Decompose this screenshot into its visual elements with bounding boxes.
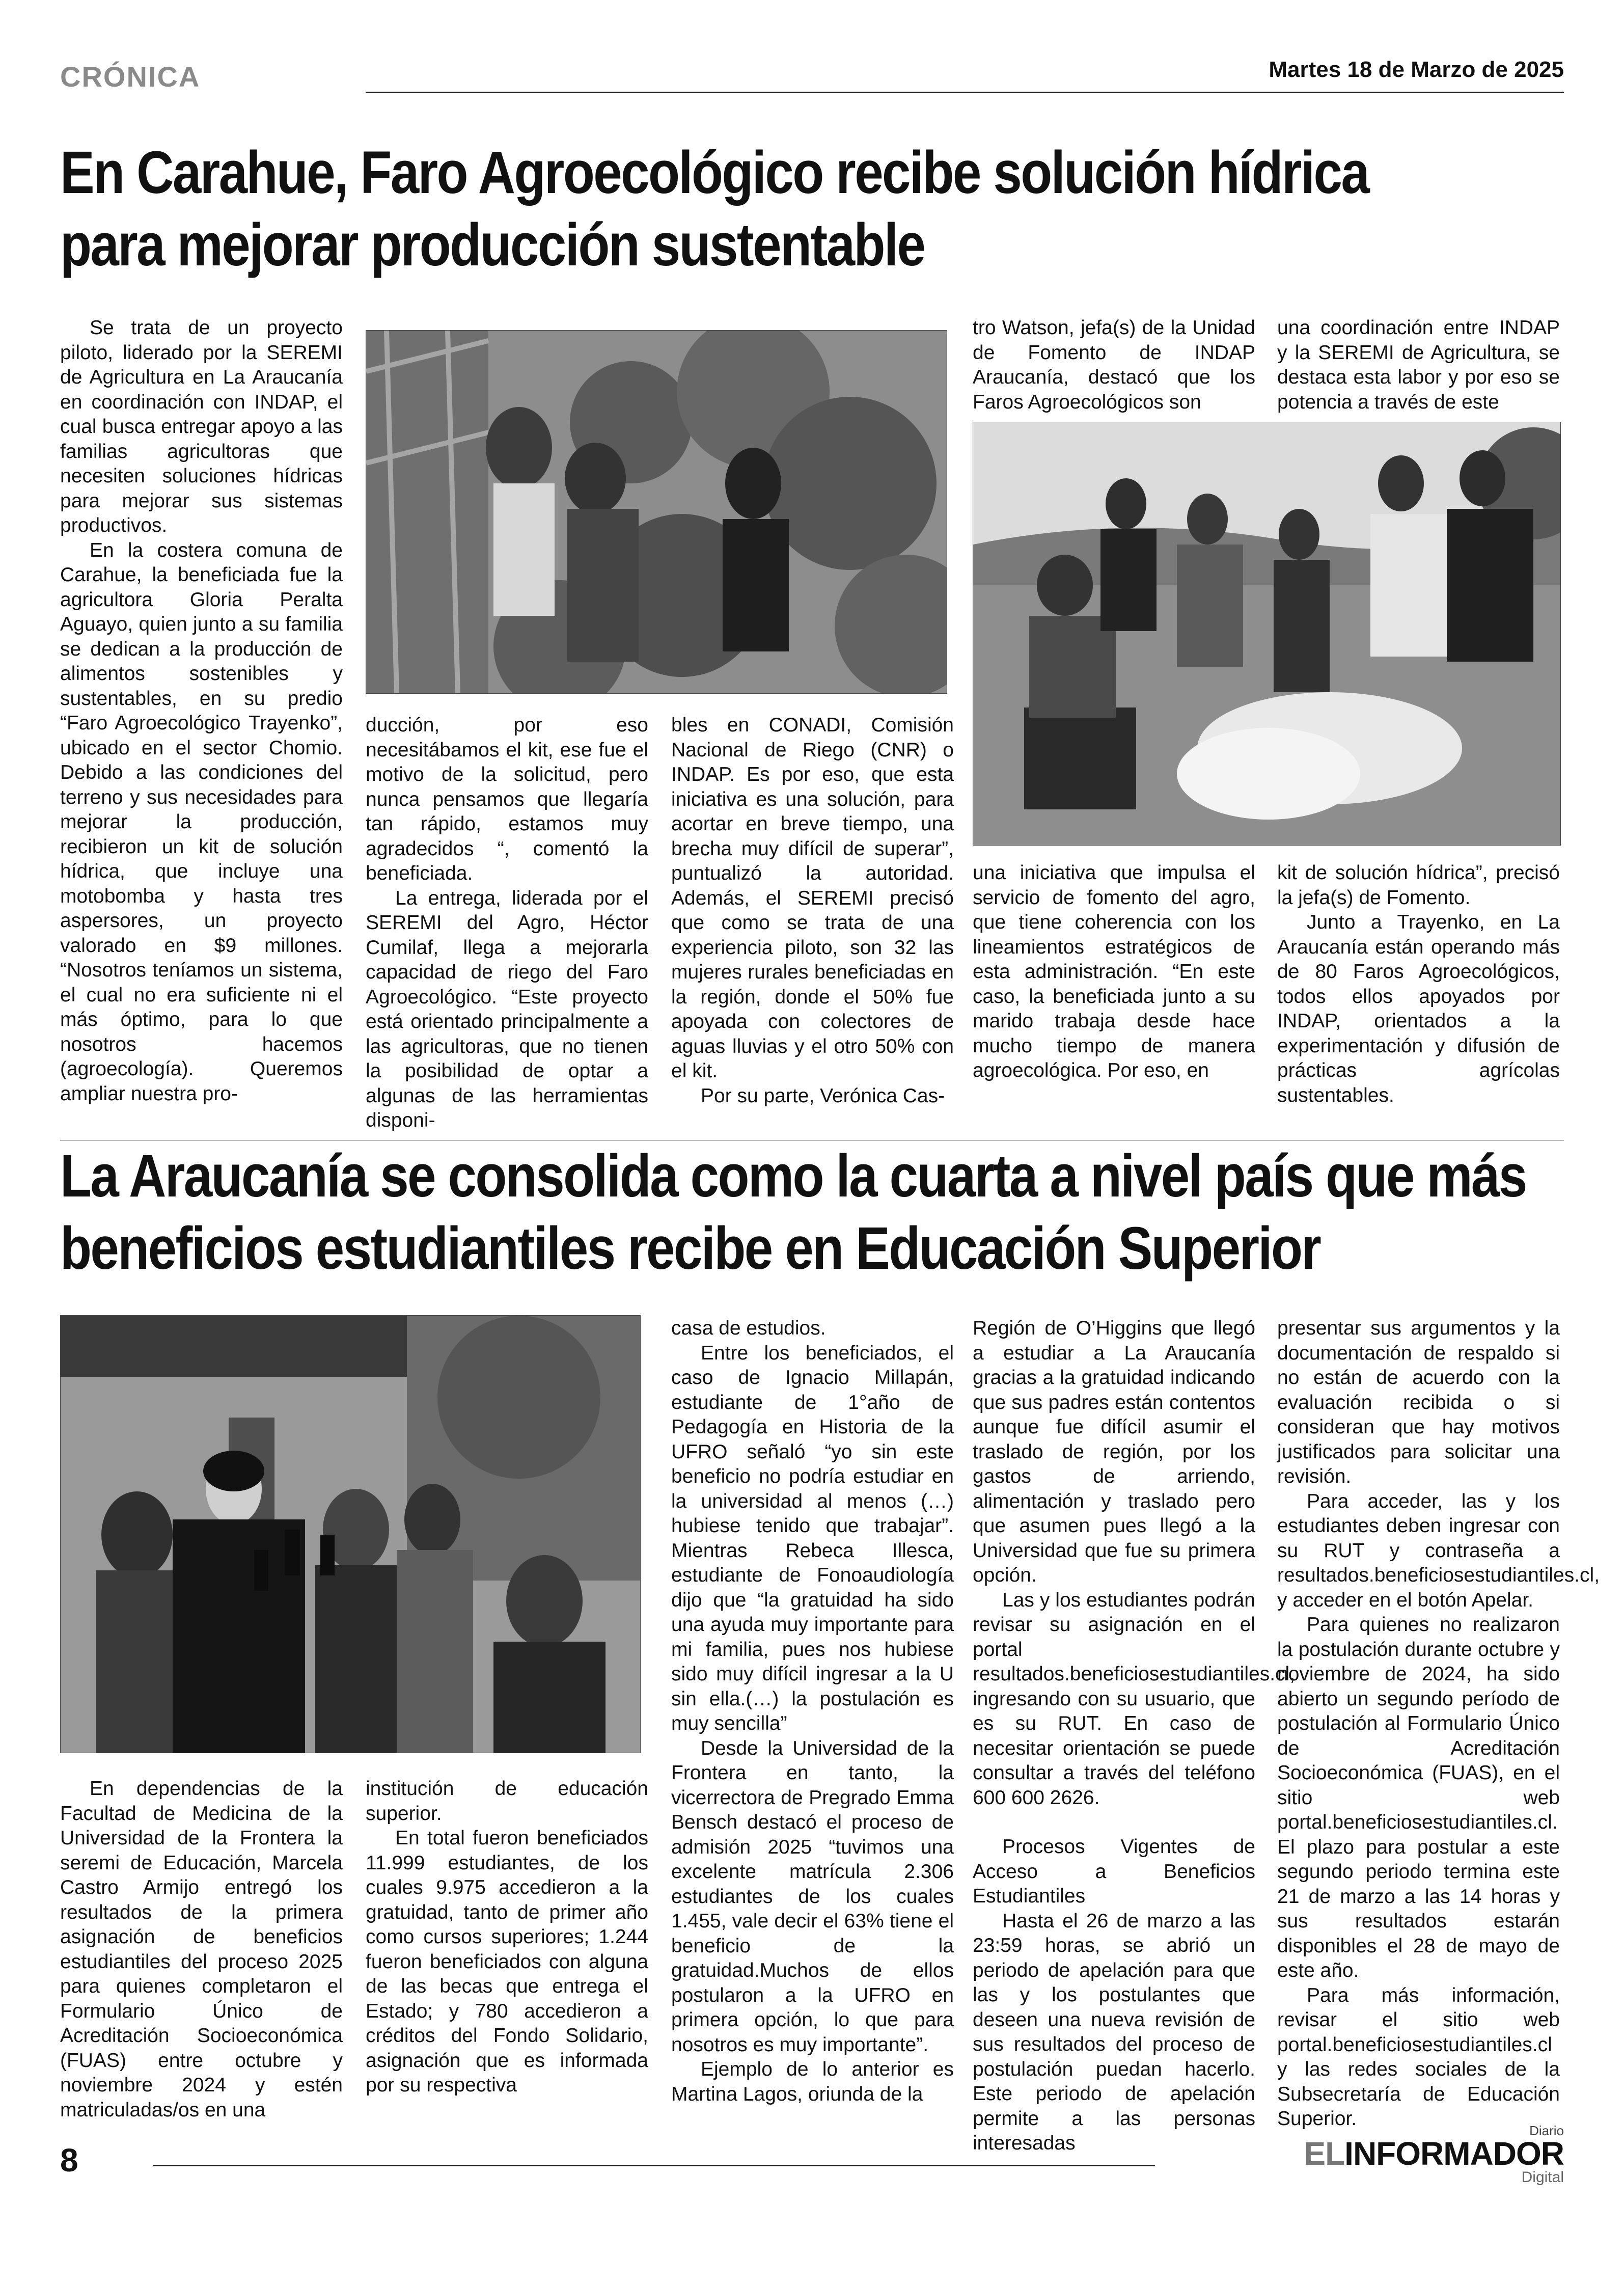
issue-date: Martes 18 de Marzo de 2025 [1269, 57, 1564, 82]
article1-column-1 [60, 316, 343, 1105]
header-rule [366, 92, 1564, 93]
article1-photo-greenhouse [366, 330, 947, 694]
paragraph: En dependencias de la Facultad de Medicina de la Universidad de la Frontera la seremi de Educación, Marcela Castro Armijo entregó los resultados de la primera asignación de beneficios estudiantiles del proceso 2025 para quienes completaron el Formulario Único de Acreditación Socioeconómica (FUAS) entre octubre y noviembre 2024 y estén matriculadas/os en una [60, 1778, 343, 2121]
article2-column-2 [366, 1777, 648, 2103]
article2-title-line2: beneficios estudiantiles recibe en Educación Superior [60, 1215, 1320, 1282]
logo-prefix: Diario [1529, 2123, 1564, 2138]
paragraph: Por su parte, Verónica Cas- [701, 1084, 945, 1107]
article2-column-1 [60, 1777, 343, 2121]
paragraph: Junto a Trayenko, en La Araucanía están operando más de 80 Faros Agroecológicos, todos ellos apoyados por INDAP, orientados a la experimentación y difusión de prácticas agrícolas sustentables. [1277, 911, 1560, 1106]
logo-informador: INFORMADOR [1344, 2135, 1564, 2172]
paragraph: Para más información, revisar el sitio web portal.beneficiosestudiantiles.cl y las redes sociales de la Subsecretaría de Educación Superior. [1277, 1984, 1560, 2130]
logo-el: EL [1304, 2135, 1345, 2172]
water-pump-photo-image [973, 422, 1560, 845]
article1-column-4-bottom [973, 861, 1255, 1095]
article1-column-4-top [973, 316, 1255, 418]
paragraph: Ejemplo de lo anterior es Martina Lagos, oriunda de la [671, 2058, 954, 2105]
section-label: CRÓNICA [60, 61, 201, 93]
paragraph: Las y los estudiantes podrán revisar su asignación en el portal resultados.beneficiosestudiantiles.cl, ingresando con su usuario, que es su RUT. En caso de necesitar orientación se puede consultar a través del teléfono 600 600 2626. [973, 1589, 1296, 1809]
article1-column-2 [366, 713, 648, 1131]
paragraph: casa de estudios. [671, 1317, 826, 1339]
subheading: Procesos Vigentes de Acceso a Beneficios Estudiantiles [973, 1836, 1255, 1907]
paragraph: ducción, por eso necesitábamos el kit, ese fue el motivo de la solicitud, pero nunca pensamos que llegaría tan rápido, estamos muy agradecidos “, comentó la beneficiada. [366, 714, 648, 884]
footer-rule [153, 2165, 1155, 2166]
logo-suffix: Digital [1521, 2169, 1564, 2186]
paragraph: una iniciativa que impulsa el servicio de fomento del agro, que tiene coherencia con los lineamientos estratégicos de esta administración. “En este caso, la beneficiada junto a su marido trabaja desde hace mucho tiempo de manera agroecológica. Por eso, en [973, 862, 1255, 1081]
paragraph: tro Watson, jefa(s) de la Unidad de Fomento de INDAP Araucanía, destacó que los Faros Agroecológicos son [973, 317, 1255, 413]
article1-column-5-bottom [1277, 861, 1560, 1106]
logo-wordmark [1304, 2137, 1564, 2170]
article1-column-3 [671, 713, 954, 1107]
paragraph: institución de educación superior. [366, 1778, 648, 1825]
paragraph: bles en CONADI, Comisión Nacional de Riego (CNR) o INDAP. Es por eso, que esta iniciativa es una solución, para acortar en breve tiempo, una brecha muy difícil de superar”, puntualizó la autoridad. Además, el SEREMI precisó que como se trata de una experiencia piloto, son 32 las mujeres rurales beneficiadas en la región, donde el 50% fue apoyada con colectores de aguas lluvias y el otro 50% con el kit. [671, 714, 954, 1082]
article1-title-line1: En Carahue, Faro Agroecológico recibe solución hídrica [60, 139, 1369, 206]
paragraph: presentar sus argumentos y la documentación de respaldo si no están de acuerdo con la evaluación recibida o si consideran que hay motivos justificados para solicitar una revisión. [1277, 1317, 1560, 1487]
paragraph: La entrega, liderada por el SEREMI del Agro, Héctor Cumilaf, llega a mejorarla capacidad de riego del Faro Agroecológico. “Este proyecto está orientado principalmente a las agricultoras, que no tienen la posibilidad de optar a algunas de las herramientas disponi- [366, 887, 648, 1131]
article2-column-3 [671, 1316, 954, 2105]
article1-title-line2: para mejorar producción sustentable [60, 211, 925, 279]
article2-column-5 [1277, 1316, 1600, 2130]
paragraph: Para quienes no realizaron la postulación durante octubre y noviembre de 2024, ha sido abierto un segundo período de postulación al Formulario Único de Acreditación Socioeconómica (FUAS), en el sitio web portal.beneficiosestudiantiles.cl. El plazo para postular a este segundo periodo termina este 21 de marzo a las 14 horas y sus resultados estarán disponibles el 28 de mayo de este año. [1277, 1614, 1560, 1981]
paragraph: una coordinación entre INDAP y la SEREMI de Agricultura, se destaca esta labor y por eso se potencia a través de este [1277, 317, 1560, 413]
article2-column-4 [973, 1316, 1296, 2154]
paragraph: kit de solución hídrica”, precisó la jefa(s) de Fomento. [1277, 862, 1560, 909]
article2-photo-interview [60, 1315, 641, 1753]
paragraph: En total fueron beneficiados 11.999 estudiantes, de los cuales 9.975 accedieron a la gratuidad, tanto de primer año como cursos superiores; 1.244 fueron beneficiados con alguna de las becas que entrega el Estado; y 780 accedieron a créditos del Fondo Solidario, asignación que es informada por su respectiva [366, 1827, 648, 2096]
paragraph: Región de O’Higgins que llegó a estudiar a La Araucanía gracias a la gratuidad indicando que sus padres están contentos aunque fue difícil asumir el traslado de región, por los gastos de arriendo, alimentación y traslado pero que asumen pues llegó a la Universidad que fue su primera opción. [973, 1317, 1255, 1586]
article2-title-line1: La Araucanía se consolida como la cuarta a nivel país que más [60, 1142, 1526, 1210]
greenhouse-photo-image [366, 331, 947, 693]
paragraph: Entre los beneficiados, el caso de Ignacio Millapán, estudiante de 1°año de Pedagogía en Historia de la UFRO señaló “yo sin este beneficio no podría estudiar en la universidad al menos (…) hubiese tenido que trabajar”. Mientras Rebeca Illesca, estudiante de Fonoaudiología dijo que “la gratuidad ha sido una ayuda muy importante para mi familia, pues nos hubiese sido muy difícil ingresar a la U sin ella.(…) la postulación es muy sencilla” [671, 1342, 954, 1734]
article1-column-5-top [1277, 316, 1560, 418]
student-interview-photo-image [61, 1316, 640, 1753]
paragraph: Se trata de un proyecto piloto, liderado por la SEREMI de Agricultura en La Araucanía en coordinación con INDAP, el cual busca entregar apoyo a las familias agricultoras que necesiten soluciones hídricas para mejorar sus sistemas productivos. [60, 317, 343, 536]
article1-photo-pump [973, 422, 1561, 846]
page-number: 8 [60, 2142, 78, 2179]
newspaper-logo [1304, 2124, 1564, 2185]
paragraph: En la costera comuna de Carahue, la beneficiada fue la agricultora Gloria Peralta Aguayo, quien junto a su familia se dedican a la producción de alimentos sostenibles y sustentables, en su predio “Faro Agroecológico Trayenko”, ubicado en el sector Chomio. Debido a las condiciones del terreno y sus necesidades para mejorar la producción, recibieron un kit de solución hídrica, que incluye una motobomba y hasta tres aspersores, un proyecto valorado en $9 millones. “Nosotros teníamos un sistema, el cual no era suficiente ni el más óptimo, para lo que nosotros hacemos (agroecología). Queremos ampliar nuestra pro- [60, 539, 343, 1105]
paragraph: Para acceder, las y los estudiantes deben ingresar con su RUT y contraseña a resultados.beneficiosestudiantiles.cl, y acceder en el botón Apelar. [1277, 1490, 1600, 1611]
paragraph: Hasta el 26 de marzo a las 23:59 horas, se abrió un periodo de apelación para que las y los postulantes que deseen una nueva revisión de sus resultados del proceso de postulación puedan hacerlo. Este periodo de apelación permite a las personas interesadas [973, 1910, 1255, 2154]
paragraph: Desde la Universidad de la Frontera en tanto, la vicerrectora de Pregrado Emma Bensch destacó el proceso de admisión 2025 “tuvimos una excelente matrícula 2.306 estudiantes de los cuales 1.455, vale decir el 63% tiene el beneficio de la gratuidad.Muchos de ellos postularon a la UFRO en primera opción, lo que para nosotros es muy importante”. [671, 1737, 954, 2056]
